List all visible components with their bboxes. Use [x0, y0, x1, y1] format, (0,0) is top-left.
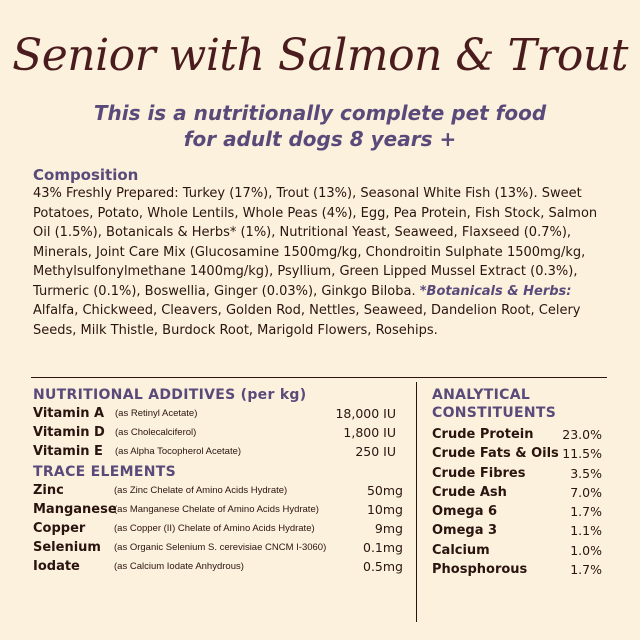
- trace-element-source: (as Manganese Chelate of Amino Acids Hydrate): [114, 504, 319, 515]
- vitamin-value: 1,800 IU: [343, 425, 396, 440]
- constituent-value: 23.0%: [562, 427, 602, 442]
- constituent-value: 3.5%: [570, 465, 602, 481]
- trace-elements-heading: TRACE ELEMENTS: [33, 464, 176, 480]
- botanicals-label: *Botanicals & Herbs:: [419, 283, 572, 299]
- constituent-name: Omega 6: [432, 504, 498, 520]
- trace-element-name: Copper: [33, 521, 86, 536]
- product-subtitle: [0, 100, 640, 152]
- botanicals-text: Alfalfa, Chickweed, Cleavers, Golden Rod, Nettles, Seaweed, Dandelion Root, Celery Seeds, Milk Thistle, Burdock Root, Marigold Flowers, Rosehips.: [33, 303, 581, 338]
- vitamin-row: [33, 442, 403, 461]
- trace-element-source: (as Zinc Chelate of Amino Acids Hydrate): [114, 485, 288, 496]
- trace-element-name: Selenium: [33, 540, 101, 555]
- trace-element-name: Iodate: [33, 559, 80, 574]
- vitamin-name: Vitamin A: [33, 406, 105, 421]
- trace-element-value: 9mg: [374, 521, 403, 536]
- trace-element-value: 0.5mg: [363, 559, 403, 574]
- section-divider: [31, 377, 607, 378]
- analytical-heading-line-1: ANALYTICAL: [432, 387, 531, 403]
- trace-element-name: Manganese: [33, 502, 117, 517]
- constituent-row: [432, 521, 602, 540]
- vitamin-source: (as Alpha Tocopherol Acetate): [115, 446, 242, 457]
- vitamin-source: (as Retinyl Acetate): [115, 408, 198, 419]
- constituent-value: 7.0%: [570, 484, 602, 500]
- constituent-row: [432, 560, 602, 579]
- subtitle-line-2: for adult dogs 8 years +: [183, 127, 457, 151]
- constituent-value: 11.5%: [562, 446, 602, 462]
- analytical-heading-line-2: CONSTITUENTS: [432, 405, 557, 421]
- vitamin-value: 250 IU: [355, 444, 396, 459]
- constituent-name: Crude Ash: [432, 484, 507, 500]
- trace-element-source: (as Copper (II) Chelate of Amino Acids Hydrate): [114, 523, 315, 534]
- constituent-name: Crude Fats & Oils: [432, 446, 559, 462]
- trace-element-row: [33, 500, 403, 519]
- constituent-value: 1.1%: [570, 523, 602, 539]
- constituent-row: [432, 541, 602, 560]
- vitamin-row: [33, 423, 403, 442]
- column-divider: [416, 382, 417, 622]
- constituent-name: Crude Protein: [432, 427, 534, 442]
- composition-text: [33, 184, 608, 340]
- constituent-row: [432, 502, 602, 521]
- trace-element-row: [33, 557, 403, 576]
- constituent-value: 1.7%: [570, 504, 602, 520]
- composition-ingredients: 43% Freshly Prepared: Turkey (17%), Trout (13%), Seasonal White Fish (13%). Sweet Potatoes, Potato, Whole Lentils, Whole Peas (4%), Egg, Pea Protein, Fish Stock, Salmon Oil (1.5%), Botanicals & Herbs* (1%), Nutritional Yeast, Seaweed, Flaxseed (0.7%), Minerals, Joint Care Mix (Glucosamine 1500mg/kg, Chondroitin Sulphate 1500mg/kg, Methylsulfonylmethane 1400mg/kg), Psyllium, Green Lipped Mussel Extract (0.3%), Turmeric (0.1%), Boswellia, Ginger (0.03%), Ginkgo Biloba.: [33, 186, 598, 299]
- vitamin-source: (as Cholecalciferol): [115, 427, 197, 438]
- analytical-heading: [432, 386, 602, 422]
- nutritional-additives-heading: NUTRITIONAL ADDITIVES (per kg): [33, 387, 307, 403]
- product-title: Senior with Salmon & Trout: [12, 30, 628, 81]
- composition-heading: Composition: [33, 166, 139, 184]
- trace-element-row: [33, 538, 403, 557]
- constituent-name: Phosphorous: [432, 562, 528, 578]
- vitamin-value: 18,000 IU: [335, 406, 396, 421]
- trace-element-value: 0.1mg: [363, 540, 403, 555]
- trace-element-name: Zinc: [33, 483, 64, 498]
- constituent-value: 1.7%: [570, 562, 602, 578]
- vitamin-name: Vitamin D: [33, 425, 105, 440]
- constituent-row: [432, 464, 602, 483]
- subtitle-line-1: This is a nutritionally complete pet food: [93, 101, 547, 125]
- constituent-name: Calcium: [432, 542, 490, 558]
- constituent-name: Crude Fibres: [432, 465, 526, 481]
- additives-column: [33, 386, 403, 576]
- constituent-row: [432, 444, 602, 463]
- trace-element-value: 10mg: [366, 502, 403, 517]
- composition-section: [33, 166, 608, 340]
- trace-element-row: [33, 481, 403, 500]
- trace-element-value: 50mg: [366, 483, 403, 498]
- trace-element-source: (as Calcium Iodate Anhydrous): [114, 561, 244, 572]
- analytical-column: [432, 386, 602, 579]
- constituent-row: [432, 483, 602, 502]
- trace-element-source: (as Organic Selenium S. cerevisiae CNCM I-3060): [114, 542, 327, 553]
- constituent-value: 1.0%: [570, 542, 602, 558]
- constituent-name: Omega 3: [432, 523, 498, 539]
- vitamin-row: [33, 404, 403, 423]
- vitamin-name: Vitamin E: [33, 444, 103, 459]
- trace-element-row: [33, 519, 403, 538]
- constituent-row: [432, 425, 602, 444]
